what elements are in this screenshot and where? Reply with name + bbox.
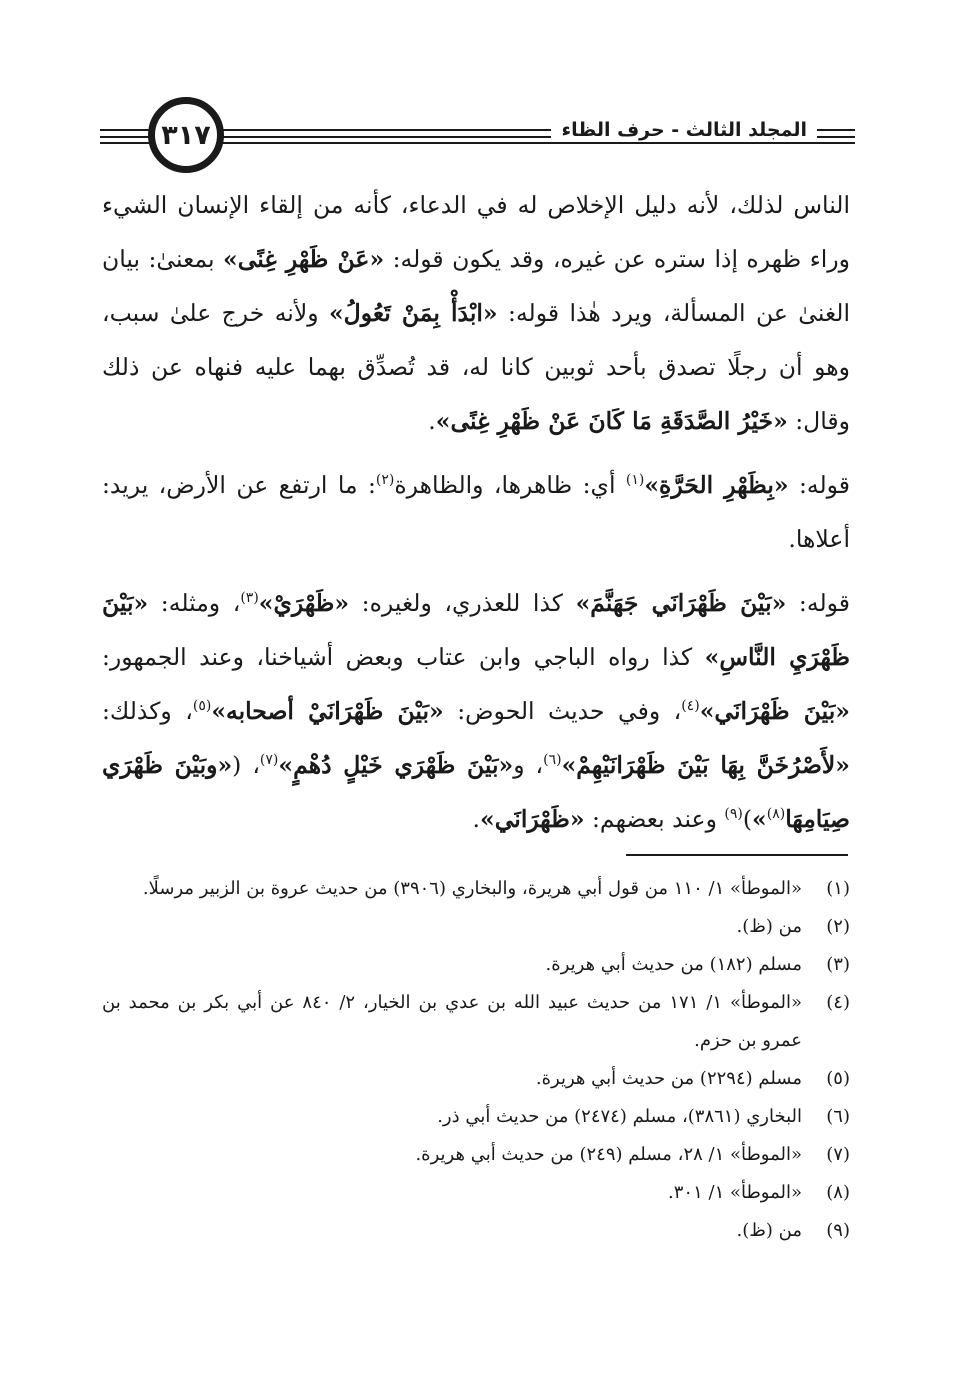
footnote-text: مسلم (٢٢٩٤) من حديث أبي هريرة. bbox=[535, 1068, 802, 1089]
footnote-number: (٦) bbox=[826, 1106, 850, 1127]
footnote-text: «الموطأ» ١/ ١٧١ من حديث عبيد الله بن عدي بن الخيار، ٢/ ٨٤٠ عن أبي بكر بن محمد بن عمرو بن حزم. bbox=[102, 992, 802, 1051]
footnote-number: (٣) bbox=[826, 954, 850, 975]
footnote-ref: (٢) bbox=[375, 472, 395, 489]
text-run: الناس لذلك، لأنه دليل الإخلاص له في الدعاء، كأنه من إلقاء الإنسان الشيء وراء ظهره إذا ستره عن غيره، وقد يكون قوله: bbox=[102, 191, 850, 273]
footnote-number: (٧) bbox=[826, 1144, 850, 1165]
footnote-ref: (٤) bbox=[681, 698, 700, 715]
quoted-hadith-phrase: «بَيْنَ ظَهْرَانَي» bbox=[699, 697, 850, 725]
running-header bbox=[100, 95, 855, 175]
quoted-hadith-phrase: «ابْدَأْ بِمَنْ تَعُولُ» bbox=[328, 299, 498, 327]
text-run: قوله: bbox=[788, 471, 850, 499]
text-run: أي: ظاهرها، والظاهرة bbox=[394, 471, 626, 499]
footnote-ref: (١) bbox=[625, 472, 645, 489]
main-text bbox=[102, 178, 850, 856]
footnote bbox=[102, 946, 850, 984]
text-run: قوله: bbox=[786, 589, 850, 617]
paragraph bbox=[102, 576, 850, 846]
footnote-number: (٥) bbox=[826, 1068, 850, 1089]
paragraph bbox=[102, 458, 850, 566]
quoted-hadith-phrase: «بَيْنَ ظَهْرَي خَيْلٍ دُهْمٍ» bbox=[278, 751, 514, 779]
footnote bbox=[102, 1174, 850, 1212]
text-run: بمعنىٰ: بيان الغنىٰ عن المسألة، ويرد هٰذا قوله: bbox=[102, 245, 851, 327]
text-run: ، وكذلك: bbox=[102, 697, 193, 725]
footnote-ref: (٦) bbox=[543, 752, 562, 769]
quoted-hadith-phrase: «عَنْ ظَهْرِ غِنًى» bbox=[223, 245, 385, 273]
footnote-separator bbox=[626, 854, 848, 856]
footnote bbox=[102, 1212, 850, 1250]
quoted-hadith-phrase: «خَيْرُ الصَّدَقَةِ مَا كَانَ عَنْ ظَهْرِ غِنًى» bbox=[435, 407, 788, 435]
footnote-text: «الموطأ» ١/ ١١٠ من قول أبي هريرة، والبخاري (٣٩٠٦) من حديث عروة بن الزبير مرسلًا. bbox=[142, 878, 802, 899]
footnote bbox=[102, 1136, 850, 1174]
footnote-text: من (ظ). bbox=[736, 1220, 802, 1241]
text-run: ) bbox=[742, 805, 753, 833]
footnote bbox=[102, 984, 850, 1060]
quoted-hadith-phrase: » bbox=[752, 805, 767, 833]
quoted-hadith-phrase: «ظَهْرَيْ» bbox=[258, 589, 350, 617]
text-run: . bbox=[472, 805, 480, 833]
text-run: : ما ارتفع عن الأرض، يريد: أعلاها. bbox=[102, 471, 850, 553]
footnote-ref: (٩) bbox=[724, 806, 743, 823]
footnote-ref: (٣) bbox=[240, 590, 259, 607]
quoted-hadith-phrase: «وبَيْنَ ظَهْرَي صِيَامِهَا bbox=[102, 751, 850, 833]
footnote bbox=[102, 1098, 850, 1136]
text-run: . bbox=[428, 407, 436, 435]
footnote-text: «الموطأ» ١/ ٢٨، مسلم (٢٤٩) من حديث أبي هريرة. bbox=[415, 1144, 802, 1165]
quoted-hadith-phrase: «بِظَهْرِ الحَرَّةِ» bbox=[644, 471, 789, 499]
text-run: كذا للعذري، ولغيره: bbox=[349, 589, 576, 617]
text-run: ، وفي حديث الحوض: bbox=[443, 697, 682, 725]
text-run: ، ( bbox=[232, 751, 260, 779]
footnote bbox=[102, 1060, 850, 1098]
footnotes-list bbox=[102, 870, 850, 1250]
footnote-number: (١) bbox=[826, 878, 850, 899]
page-number: ٣١٧ bbox=[161, 119, 211, 151]
footnote-number: (٤) bbox=[826, 992, 850, 1013]
text-run: ولأنه خرج علىٰ سبب، وهو أن رجلًا تصدق بأحد ثوبين كانا له، قد تُصدِّق بهما عليه فنهاه عن ذلك وقال: bbox=[102, 299, 850, 435]
footnote bbox=[102, 908, 850, 946]
running-title: المجلد الثالث - حرف الظاء bbox=[551, 119, 817, 141]
quoted-hadith-phrase: «بَيْنَ ظَهْرَيِ النَّاسِ» bbox=[102, 589, 850, 671]
quoted-hadith-phrase: «بَيْنَ ظَهْرَانَيْ أصحابه» bbox=[211, 697, 444, 725]
footnote-text: من (ظ). bbox=[736, 916, 802, 937]
footnote-text: البخاري (٣٨٦١)، مسلم (٢٤٧٤) من حديث أبي ذر. bbox=[437, 1106, 802, 1127]
footnote-number: (٢) bbox=[826, 916, 850, 937]
text-run: كذا رواه الباجي وابن عتاب وبعض أشياخنا، وعند الجمهور: bbox=[102, 643, 705, 671]
footnote bbox=[102, 870, 850, 908]
quoted-hadith-phrase: «لأَصْرُخَنَّ بِهَا بَيْنَ ظَهْرَانَيْهِمْ» bbox=[561, 751, 850, 779]
text-run: وعند بعضهم: bbox=[584, 805, 725, 833]
page-number-badge bbox=[148, 97, 224, 173]
quoted-hadith-phrase: «بَيْنَ ظَهْرَانَي جَهَنَّمَ» bbox=[575, 589, 787, 617]
footnote-text: «الموطأ» ١/ ٣٠١. bbox=[668, 1182, 802, 1203]
footnote-number: (٨) bbox=[826, 1182, 850, 1203]
footnote-number: (٩) bbox=[826, 1220, 850, 1241]
footnote-ref: (٥) bbox=[192, 698, 212, 715]
footnote-ref: (٨) bbox=[766, 806, 786, 823]
text-run: ، و bbox=[513, 751, 544, 779]
quoted-hadith-phrase: «ظَهْرَانَي» bbox=[480, 805, 585, 833]
footnote-ref: (٧) bbox=[259, 752, 279, 769]
text-run: ، ومثله: bbox=[148, 589, 241, 617]
paragraph bbox=[102, 178, 850, 448]
footnote-text: مسلم (١٨٢) من حديث أبي هريرة. bbox=[545, 954, 802, 975]
